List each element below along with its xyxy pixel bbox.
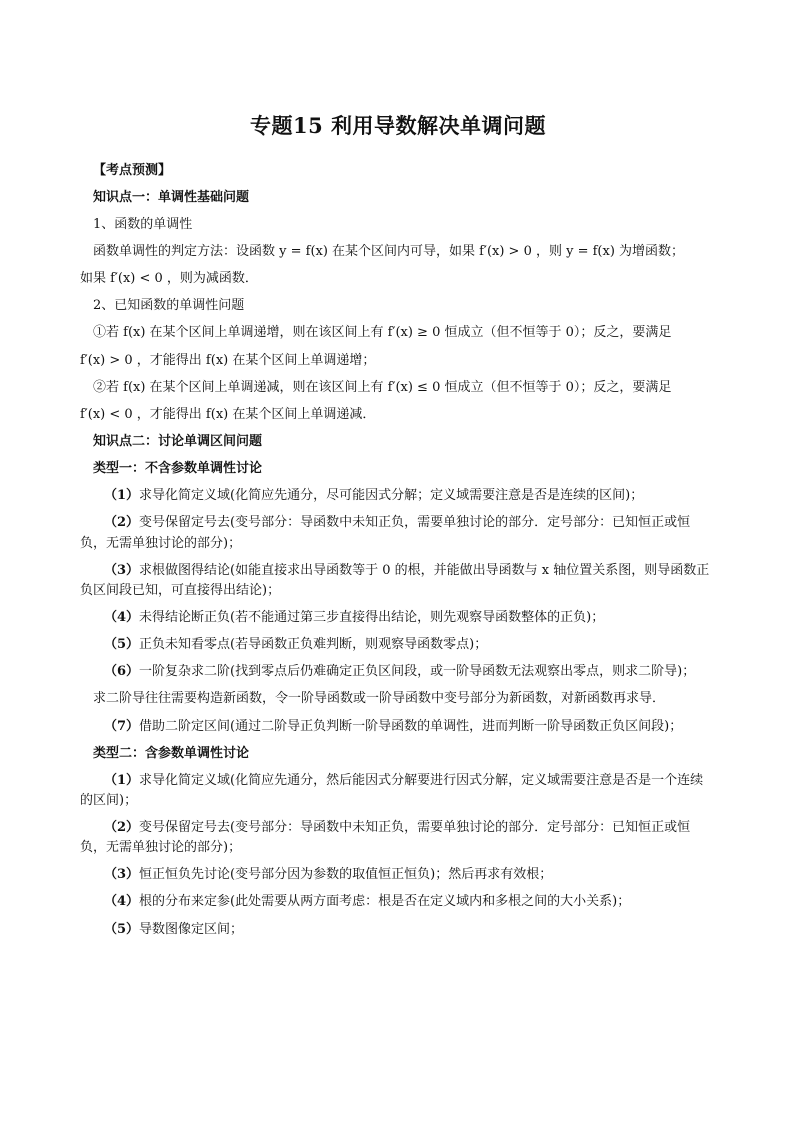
t2-item-3: （3）恒正恒负先讨论(变号部分因为参数的取值恒正恒负)；然后再求有效根； [104,867,553,883]
k1-paragraph-1a: 函数单调性的判定方法：设函数 y = f(x) 在某个区间内可导，如果 f′(x) > 0 ，则 y = f(x) 为增函数； [93,243,685,259]
k1-paragraph-1b: 如果 f′(x) < 0 ，则为减函数． [80,271,258,287]
k1-paragraph-2b: f′(x) > 0 ，才能得出 f(x) 在某个区间上单调递增； [80,352,376,368]
t1-note: 求二阶导往往需要构造新函数，令一阶导函数或一阶导函数中变号部分为新函数，对新函数再求导． [93,691,666,707]
t1-item-7: （7）借助二阶定区间(通过二阶导正负判断一阶导函数的单调性，进而判断一阶导函数正负区间段)； [104,718,683,734]
t1-item-6: （6）一阶复杂求二阶(找到零点后仍难确定正负区间段，或一阶导函数无法观察出零点，则求二阶导)； [104,664,696,680]
k1-paragraph-2c: ②若 f(x) 在某个区间上单调递减，则在该区间上有 f′(x) ≤ 0 恒成立（但不恒等于 0）；反之，要满足 [93,379,672,395]
k1-subtitle-1: 1、函数的单调性 [93,216,193,232]
t1-item-2: （2）变号保留定号去(变号部分：导函数中未知正负，需要单独讨论的部分．定号部分：已知恒正或恒负，无需单独讨论的部分)； [80,515,691,551]
t1-title: 类型一：不含参数单调性讨论 [93,461,263,477]
k1-paragraph-2a: ①若 f(x) 在某个区间上单调递增，则在该区间上有 f′(x) ≥ 0 恒成立（但不恒等于 0）；反之，要满足 [93,325,672,341]
t2-item-5: （5）导数图像定区间； [104,921,244,937]
section-kaodian: 【考点预测】 [93,162,172,178]
t1-item-3: （3）求根做图得结论(如能直接求出导函数等于 0 的根，并能做出导函数与 x 轴位置关系图，则导函数正负区间段已知，可直接得出结论)； [80,562,710,598]
t1-item-5: （5）正负未知看零点(若导函数正负难判断，则观察导函数零点)； [104,637,488,653]
k2-title: 知识点二：讨论单调区间问题 [93,433,263,449]
t2-title: 类型二：含参数单调性讨论 [93,745,250,761]
t2-list [80,771,716,940]
t1-item-1: （1）求导化简定义域(化简应先通分，尽可能因式分解；定义域需要注意是否是连续的区间)； [104,488,644,504]
k1-title: 知识点一：单调性基础问题 [93,189,250,205]
k1-paragraph-2d: f′(x) < 0 ，才能得出 f(x) 在某个区间上单调递减． [80,406,376,422]
t2-item-2: （2）变号保留定号去(变号部分：导函数中未知正负，需要单独讨论的部分．定号部分：已知恒正或恒负，无需单独讨论的部分)； [80,820,691,856]
page-title: 专题15 利用导数解决单调问题 [249,113,547,138]
t1-list [80,486,716,682]
t1-item-4: （4）未得结论断正负(若不能通过第三步直接得出结论，则先观察导函数整体的正负)； [104,609,605,625]
t2-item-4: （4）根的分布来定参(此处需要从两方面考虑：根是否在定义域内和多根之间的大小关系)； [104,894,631,910]
k1-subtitle-2: 2、已知函数的单调性问题 [93,298,245,314]
t2-item-1: （1）求导化简定义域(化简应先通分，然后能因式分解要进行因式分解，定义域需要注意是否是一个连续的区间)； [80,772,704,808]
